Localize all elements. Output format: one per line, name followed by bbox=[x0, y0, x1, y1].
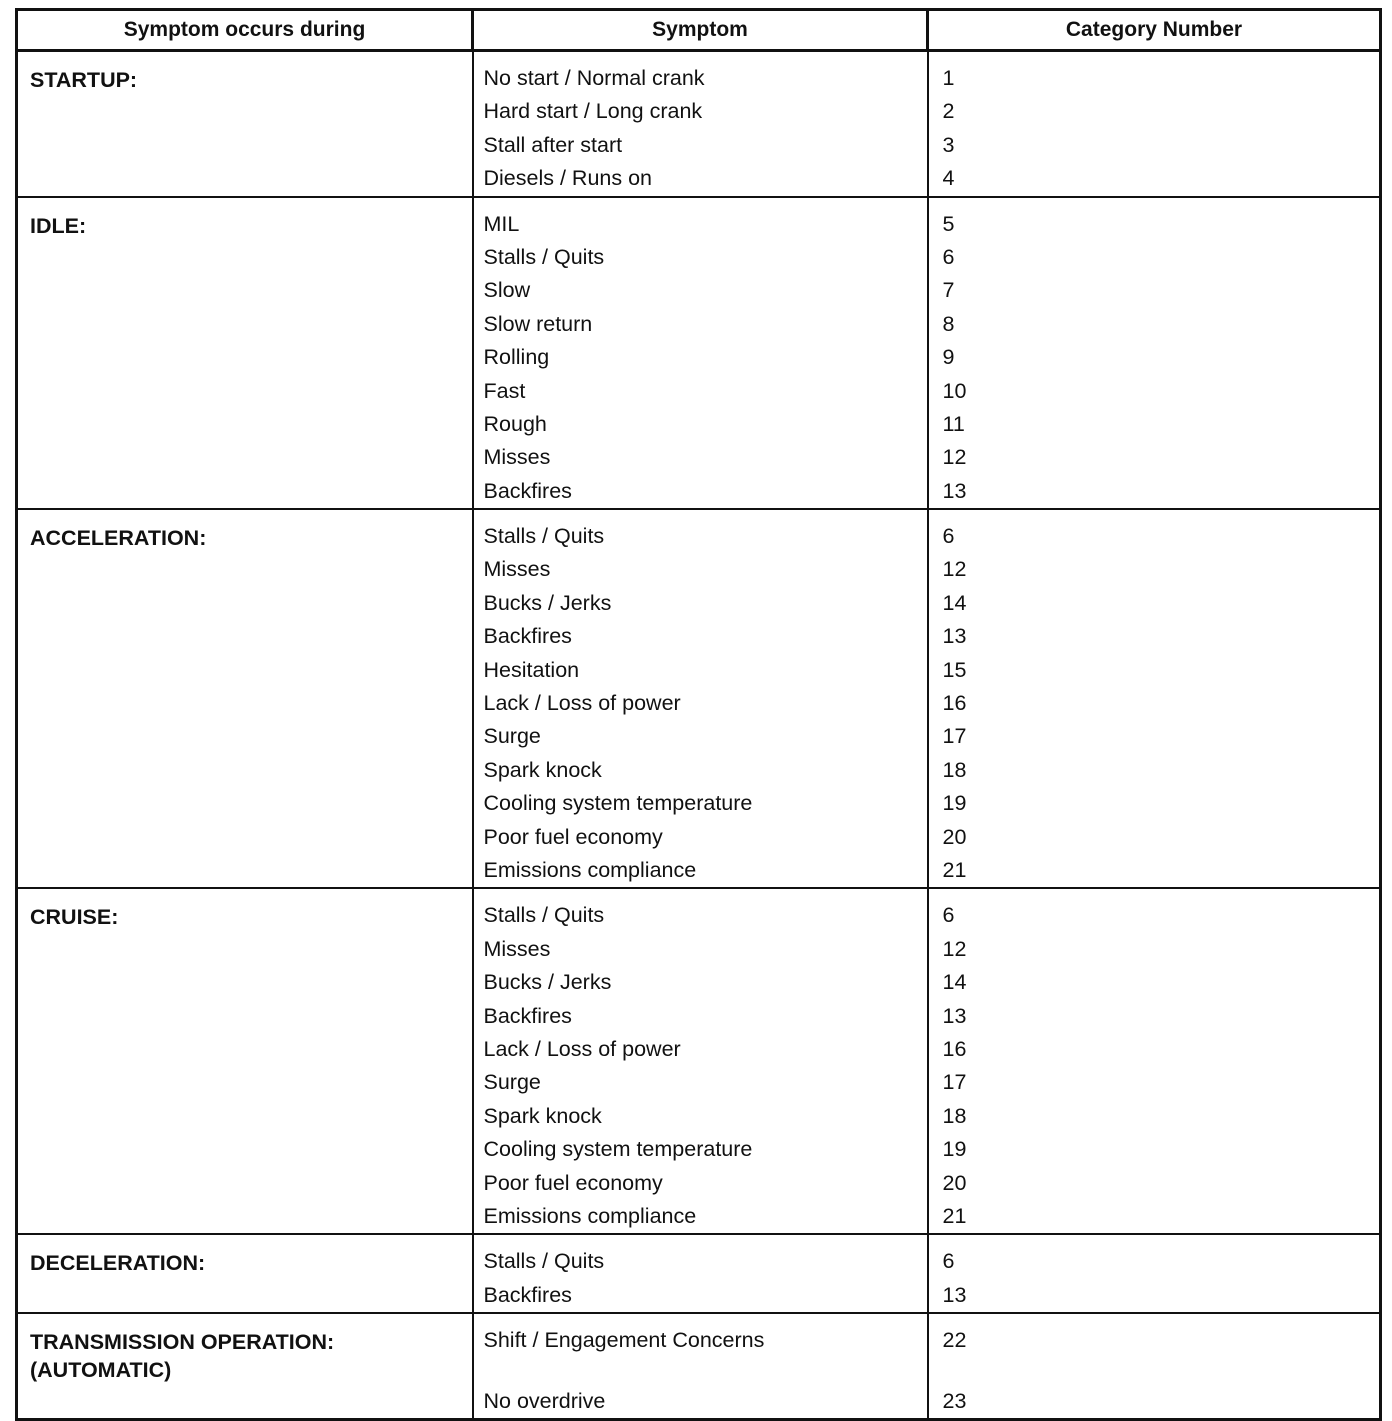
symptom-item: Slow return bbox=[483, 311, 593, 336]
category-number: 12 bbox=[942, 936, 967, 961]
symptom-item: Rough bbox=[483, 411, 547, 436]
symptom-item: Bucks / Jerks bbox=[483, 590, 612, 615]
table-group-row bbox=[17, 51, 1381, 197]
category-number: 16 bbox=[942, 1036, 967, 1061]
symptom-item: Misses bbox=[483, 936, 551, 961]
phase-label: (AUTOMATIC) bbox=[30, 1358, 172, 1383]
symptom-item: Poor fuel economy bbox=[483, 1170, 663, 1195]
symptom-item: Poor fuel economy bbox=[483, 824, 663, 849]
category-number: 6 bbox=[942, 903, 955, 928]
table-group-row bbox=[17, 197, 1381, 510]
symptom-item: Shift / Engagement Concerns bbox=[483, 1328, 765, 1353]
category-cell bbox=[928, 1234, 1381, 1313]
phase-label: IDLE: bbox=[30, 213, 87, 238]
header-symptom: Symptom bbox=[473, 10, 928, 51]
category-number: 5 bbox=[942, 211, 955, 236]
category-number: 16 bbox=[942, 691, 967, 716]
category-number: 13 bbox=[942, 1003, 967, 1028]
symptom-cell bbox=[473, 197, 928, 510]
category-number: 23 bbox=[942, 1389, 967, 1414]
symptom-item: Slow bbox=[483, 278, 531, 303]
symptom-item: Emissions compliance bbox=[483, 1203, 697, 1228]
symptom-category-table bbox=[15, 8, 1382, 1421]
category-number: 7 bbox=[942, 278, 955, 303]
header-category-number: Category Number bbox=[928, 10, 1381, 51]
symptom-item: Backfires bbox=[483, 1003, 572, 1028]
category-number: 3 bbox=[942, 132, 955, 157]
symptom-item: Stalls / Quits bbox=[483, 524, 605, 549]
symptom-cell bbox=[473, 509, 928, 888]
symptom-item: Stall after start bbox=[483, 132, 623, 157]
symptom-cell bbox=[473, 888, 928, 1234]
symptom-item: Emissions compliance bbox=[483, 857, 697, 882]
phase-label: DECELERATION: bbox=[30, 1251, 206, 1276]
category-number: 17 bbox=[942, 1070, 967, 1095]
category-number: 17 bbox=[942, 724, 967, 749]
phase-cell bbox=[17, 1234, 473, 1313]
category-number: 20 bbox=[942, 1170, 967, 1195]
category-number: 22 bbox=[942, 1328, 967, 1353]
category-number: 19 bbox=[942, 1137, 967, 1162]
category-number: 12 bbox=[942, 445, 967, 470]
symptom-item: Bucks / Jerks bbox=[483, 970, 612, 995]
symptom-cell bbox=[473, 1234, 928, 1313]
symptom-item: Backfires bbox=[483, 1282, 572, 1307]
symptom-cell bbox=[473, 51, 928, 197]
symptom-item: Stalls / Quits bbox=[483, 244, 605, 269]
phase-label: STARTUP: bbox=[30, 68, 138, 92]
table-group-row bbox=[17, 509, 1381, 888]
category-number: 4 bbox=[942, 166, 955, 191]
category-cell bbox=[928, 197, 1381, 510]
phase-cell bbox=[17, 509, 473, 888]
category-number: 21 bbox=[942, 857, 967, 882]
phase-cell bbox=[17, 1313, 473, 1420]
category-number: 6 bbox=[942, 1249, 955, 1274]
category-number: 14 bbox=[942, 590, 967, 615]
symptom-item: Spark knock bbox=[483, 1103, 602, 1128]
category-number: 20 bbox=[942, 824, 967, 849]
symptom-item: Surge bbox=[483, 724, 541, 749]
symptom-cell bbox=[473, 1313, 928, 1420]
symptom-item: Hesitation bbox=[483, 657, 580, 682]
category-number: 19 bbox=[942, 791, 967, 816]
symptom-item: Fast bbox=[483, 378, 526, 403]
symptom-item: Backfires bbox=[483, 624, 572, 649]
category-number: 6 bbox=[942, 524, 955, 549]
category-cell bbox=[928, 51, 1381, 197]
symptom-item: Rolling bbox=[483, 345, 550, 370]
category-number: 9 bbox=[942, 345, 955, 370]
symptom-item: Hard start / Long crank bbox=[483, 99, 703, 124]
phase-cell bbox=[17, 51, 473, 197]
symptom-item: Lack / Loss of power bbox=[483, 1036, 681, 1061]
symptom-item: Diesels / Runs on bbox=[483, 166, 652, 191]
phase-cell bbox=[17, 197, 473, 510]
table-group-row bbox=[17, 1313, 1381, 1420]
symptom-item: Stalls / Quits bbox=[483, 1249, 605, 1274]
category-cell bbox=[928, 1313, 1381, 1420]
category-number: 10 bbox=[942, 378, 967, 403]
category-number: 13 bbox=[942, 1282, 967, 1307]
category-number: 13 bbox=[942, 624, 967, 649]
category-number: 6 bbox=[942, 244, 955, 269]
symptom-item: Backfires bbox=[483, 478, 572, 503]
symptom-item: Cooling system temperature bbox=[483, 791, 753, 816]
symptom-item: Misses bbox=[483, 557, 551, 582]
symptom-item: MIL bbox=[483, 211, 520, 236]
category-number: 15 bbox=[942, 657, 967, 682]
category-number: 11 bbox=[942, 411, 965, 436]
category-number: 18 bbox=[942, 1103, 967, 1128]
symptom-item: Misses bbox=[483, 445, 551, 470]
table-group-row bbox=[17, 1234, 1381, 1313]
symptom-item: Lack / Loss of power bbox=[483, 691, 681, 716]
phase-label: TRANSMISSION OPERATION: bbox=[30, 1330, 335, 1355]
category-number: 14 bbox=[942, 970, 967, 995]
category-number: 1 bbox=[942, 66, 955, 90]
table-body bbox=[17, 51, 1381, 1420]
symptom-item: Spark knock bbox=[483, 757, 602, 782]
symptom-item: No start / Normal crank bbox=[483, 66, 705, 90]
category-number: 12 bbox=[942, 557, 967, 582]
category-number: 13 bbox=[942, 478, 967, 503]
symptom-item: Cooling system temperature bbox=[483, 1137, 753, 1162]
category-cell bbox=[928, 509, 1381, 888]
category-number: 18 bbox=[942, 757, 967, 782]
symptom-item: Surge bbox=[483, 1070, 541, 1095]
symptom-item: Stalls / Quits bbox=[483, 903, 605, 928]
category-number: 2 bbox=[942, 99, 955, 124]
table-group-row bbox=[17, 888, 1381, 1234]
category-number: 21 bbox=[942, 1203, 967, 1228]
phase-label: ACCELERATION: bbox=[30, 526, 207, 551]
header-symptom-occurs-during: Symptom occurs during bbox=[17, 10, 473, 51]
symptom-item: No overdrive bbox=[483, 1389, 606, 1414]
phase-label: CRUISE: bbox=[30, 905, 119, 930]
category-cell bbox=[928, 888, 1381, 1234]
table-header-row bbox=[17, 10, 1381, 51]
category-number: 8 bbox=[942, 311, 955, 336]
phase-cell bbox=[17, 888, 473, 1234]
